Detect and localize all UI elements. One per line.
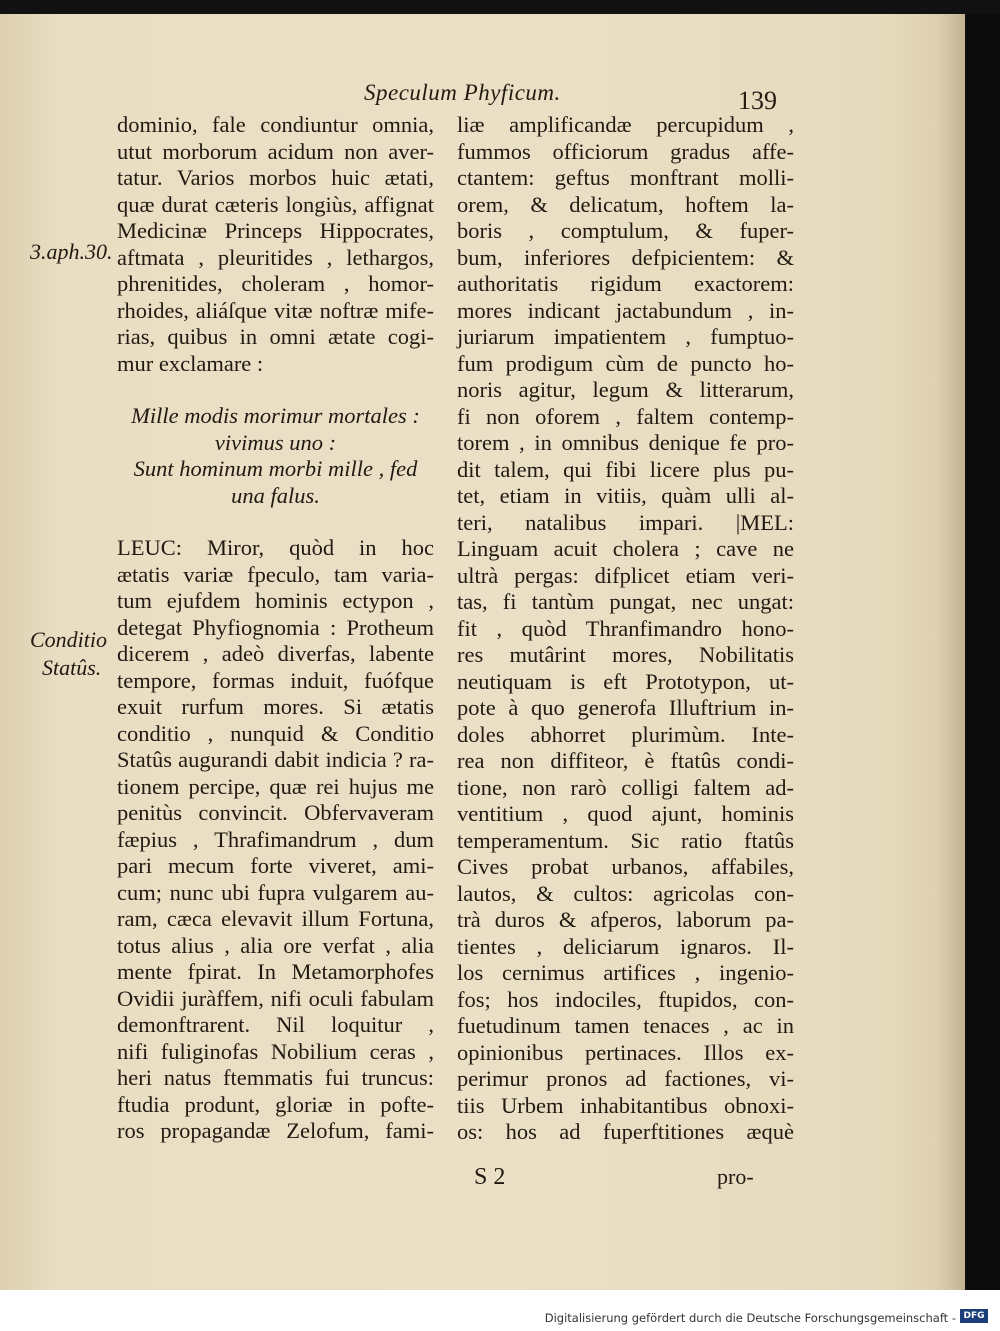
text-line: tempore, formas induit, fuófque — [117, 667, 434, 693]
text-line: fi non oforem , faltem contemp- — [457, 403, 794, 429]
paragraph-1 — [117, 112, 434, 377]
text-line: detegat Phyfiognomia : Protheum — [117, 614, 434, 640]
text-line: tiis Urbem inhabitantibus obnoxi- — [457, 1092, 794, 1118]
text-line: tet, etiam in vitiis, quàm ulli al- — [457, 483, 794, 508]
text-line: tatur. Varios morbos huic ætati, — [117, 165, 434, 190]
text-line: totus alius , alia ore verfat , alia — [117, 932, 434, 958]
text-line: Medicinæ Princeps Hippocrates, — [117, 218, 434, 243]
text-line: pote à quo generofa Illuftrium in- — [457, 695, 794, 720]
text-line: noris agitur, legum & litterarum, — [457, 377, 794, 402]
verse-quotation — [117, 403, 434, 509]
verse-line: una falus. — [231, 482, 320, 508]
text-line: ultrà pergas: difplicet etiam veri- — [457, 562, 794, 588]
text-line: bum, inferiores defpicientem: & — [457, 244, 794, 270]
text-line: utut morborum acidum non aver- — [117, 138, 434, 164]
text-line: boris , comptulum, & fuper- — [457, 218, 794, 243]
text-line: fæpius , Thrafimandrum , dum — [117, 826, 434, 852]
text-line: tione, non rarò colligi faltem ad- — [457, 774, 794, 800]
text-line: juriarum impatientem , fumptuo- — [457, 324, 794, 349]
text-line: ftudia produnt, gloriæ in pofte- — [117, 1091, 434, 1117]
text-line: opinionibus pertinaces. Illos ex- — [457, 1039, 794, 1065]
text-line: Ovidii juràffem, nifi oculi fabulam — [117, 985, 434, 1011]
spacer — [117, 509, 434, 535]
text-line: cum; nunc ubi fupra vulgarem au- — [117, 879, 434, 905]
text-line: penitùs convincit. Obfervaveram — [117, 800, 434, 825]
page-number: 139 — [738, 86, 777, 115]
verse-line: Sunt hominum morbi mille , fed — [133, 456, 418, 481]
text-line: os: hos ad fuperftitiones æquè — [457, 1119, 794, 1144]
text-line: trà duros & afperos, laborum pa- — [457, 907, 794, 932]
text-line: phrenitides, choleram , homor- — [117, 271, 434, 296]
text-line: perimur pronos ad factiones, vi- — [457, 1066, 794, 1091]
text-line: fummos officiorum gradus affe- — [457, 138, 794, 164]
text-line: mur exclamare : — [117, 350, 264, 376]
text-line: los cernimus artifices , ingenio- — [457, 960, 794, 985]
text-line: dicerem , adeò diverfas, labente — [117, 641, 434, 666]
text-line: neutiquam is eft Prototypon, ut- — [457, 668, 794, 694]
text-line: torem , in omnibus denique fe pro- — [457, 430, 794, 455]
text-line: doles abhorret plurimùm. Inte- — [457, 721, 794, 747]
digitization-credit: Digitalisierung gefördert durch die Deutsche Forschungsgemeinschaft - — [544, 1311, 956, 1325]
text-line: aftmata , pleuritides , lethargos, — [117, 244, 434, 270]
text-line: rea non diffiteor, è ftatûs condi- — [457, 748, 794, 773]
text-line: fuetudinum tamen tenaces , ac in — [457, 1013, 794, 1038]
text-line: ros propagandæ Zelofum, fami- — [117, 1118, 434, 1143]
text-line: mores indicant jactabundum , in- — [457, 297, 794, 323]
scan-frame-top — [0, 0, 1000, 14]
margin-note-status: Statûs. — [42, 655, 102, 680]
text-line: rias, quibus in omni ætate cogi- — [117, 324, 434, 349]
text-line: Cives probat urbanos, affabiles, — [457, 854, 794, 879]
text-line: dominio, fale condiuntur omnia, — [117, 112, 434, 137]
text-line: tientes , deliciarum ignaros. Il- — [457, 933, 794, 959]
text-line: conditio , nunquid & Conditio — [117, 720, 434, 746]
running-head: Speculum Phyficum. — [364, 80, 561, 105]
text-line: temperamentum. Sic ratio ftatûs — [457, 827, 794, 853]
margin-note-conditio: Conditio — [30, 627, 108, 652]
text-line: tionem percipe, quæ rei hujus me — [117, 773, 434, 799]
text-line: teri, natalibus impari. |MEL: — [457, 509, 794, 535]
text-line: rhoides, aliáſque vitæ noftræ mife- — [117, 297, 434, 323]
text-line: mente fpirat. In Metamorphofes — [117, 959, 434, 984]
text-line: ram, cæca elevavit illum Fortuna, — [117, 906, 434, 931]
verse-line: Mille modis morimur mortales : — [131, 403, 420, 428]
paragraph-2 — [117, 535, 434, 1145]
text-line: Linguam acuit cholera ; cave ne — [457, 536, 794, 561]
text-line: fos; hos indociles, ftupidos, con- — [457, 986, 794, 1012]
text-line: authoritatis rigidum exactorem: — [457, 271, 794, 296]
text-line: Statûs augurandi dabit indicia ? ra- — [117, 747, 434, 772]
text-line: LEUC: Miror, quòd in hoc — [117, 535, 434, 560]
text-line: exuit rurfum mores. Si ætatis — [117, 694, 434, 719]
text-line: lautos, & cultos: agricolas con- — [457, 880, 794, 906]
text-line: nifi fuliginofas Nobilium ceras , — [117, 1038, 434, 1064]
left-column — [117, 112, 434, 1145]
text-line: demonftrarent. Nil loquitur , — [117, 1012, 434, 1037]
text-line: tum ejufdem hominis ectypon , — [117, 588, 434, 613]
page-edge-shadow — [935, 14, 965, 1290]
text-line: res mutârint mores, Nobilitatis — [457, 642, 794, 667]
text-line: liæ amplificandæ percupidum , — [457, 112, 794, 137]
text-line: pari mecum forte viveret, ami- — [117, 853, 434, 878]
text-line: quæ durat cæteris longiùs, affignat — [117, 191, 434, 217]
dfg-logo-icon: DFG — [960, 1309, 988, 1323]
text-line: orem, & delicatum, hoftem la- — [457, 191, 794, 217]
text-line: tas, fi tantùm pungat, nec ungat: — [457, 589, 794, 614]
margin-note-aphorism: 3.aph.30. — [30, 239, 113, 264]
text-line: fit , quòd Thranfimandro hono- — [457, 615, 794, 641]
text-line: heri natus ftemmatis fui truncus: — [117, 1065, 434, 1090]
text-line: ventitium , quod ajunt, hominis — [457, 801, 794, 826]
text-line: fum prodigum cùm de puncto ho- — [457, 350, 794, 376]
text-line: ætatis variæ fpeculo, tam varia- — [117, 561, 434, 587]
spacer — [117, 377, 434, 403]
text-line: ctantem: geftus monftrant molli- — [457, 165, 794, 190]
catchword: pro- — [717, 1164, 754, 1189]
right-column — [457, 112, 794, 1146]
verse-line: vivimus uno : — [214, 429, 337, 455]
text-line: dit talem, qui fibi licere plus pu- — [457, 456, 794, 482]
signature-mark: S 2 — [474, 1164, 506, 1190]
